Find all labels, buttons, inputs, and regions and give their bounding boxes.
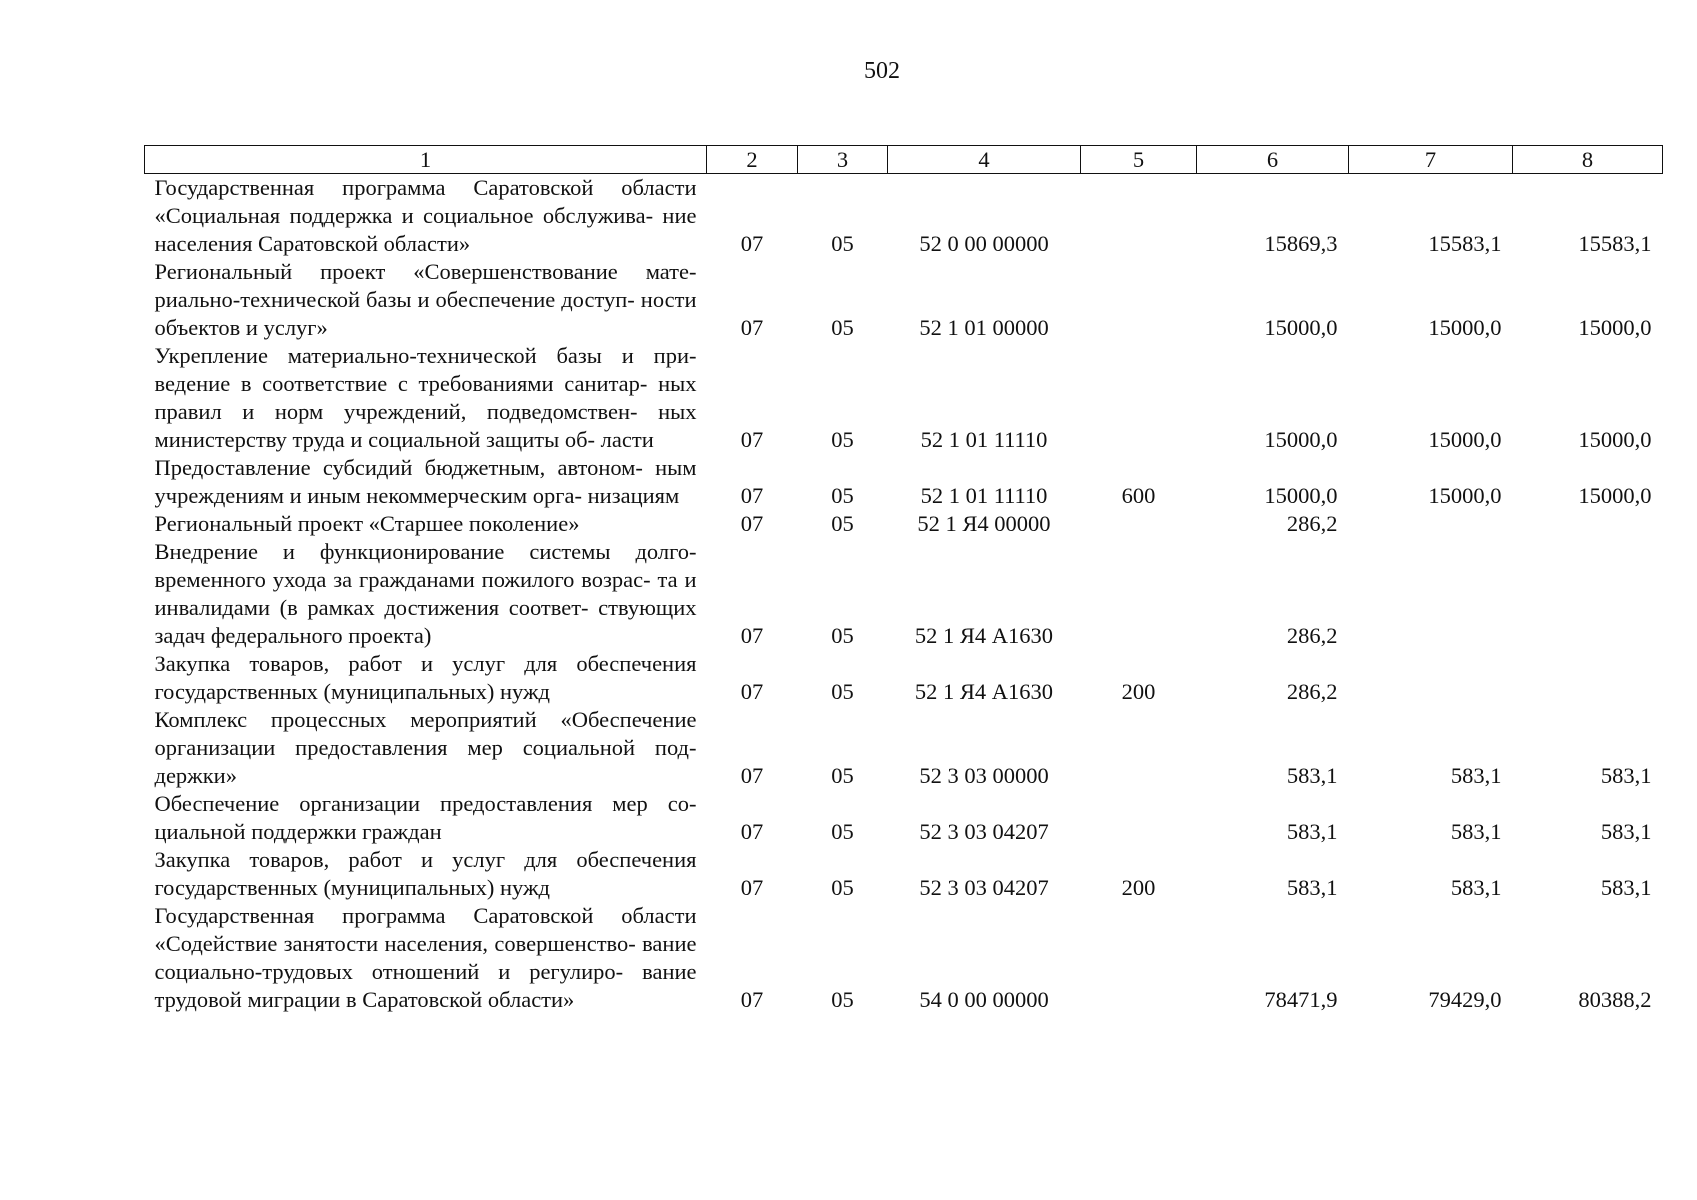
- row-name-line: ведение в соответствие с требованиями санитар-: [154, 371, 648, 396]
- amount-col-6: 583,1: [1286, 819, 1338, 844]
- table-row: [145, 706, 1663, 790]
- amount-col-6: 15869,3: [1264, 231, 1338, 256]
- subsection-code: 05: [831, 231, 854, 256]
- table-row: [145, 174, 1663, 259]
- row-name-line: ние населения Саратовской области»: [154, 203, 697, 256]
- table-row: [145, 342, 1663, 454]
- section-code: 07: [740, 231, 764, 256]
- amount-col-8: 583,1: [1600, 819, 1652, 844]
- amount-col-7: 15000,0: [1428, 427, 1502, 452]
- row-name-line: Укрепление материально-технической базы и при-: [154, 343, 697, 368]
- row-name-line: ных министерству труда и социальной защиты об-: [154, 399, 697, 452]
- amount-col-7: 583,1: [1450, 875, 1502, 900]
- table-row: [145, 538, 1663, 650]
- section-code: 07: [740, 679, 764, 704]
- row-name: [145, 790, 707, 846]
- amount-col-8: 15000,0: [1578, 427, 1652, 452]
- section-code: 07: [740, 511, 764, 536]
- row-name: [145, 454, 707, 510]
- row-name-line: та и инвалидами (в рамках достижения соответ-: [154, 567, 697, 620]
- amount-col-8: [1513, 650, 1663, 706]
- amount-col-6: 286,2: [1286, 623, 1338, 648]
- subsection-code: 05: [831, 819, 854, 844]
- table-row: [145, 846, 1663, 902]
- table-row: [145, 510, 1663, 538]
- subsection-code: 05: [831, 315, 854, 340]
- amount-col-6: 583,1: [1286, 763, 1338, 788]
- row-name: [145, 706, 707, 790]
- amount-col-7: [1349, 510, 1513, 538]
- subsection-code: 05: [831, 511, 854, 536]
- row-name-line: Закупка товаров, работ и услуг для обеспечения: [154, 651, 697, 676]
- expense-type-code: [1081, 706, 1197, 790]
- table-row: [145, 902, 1663, 1014]
- target-article-code: 52 1 01 00000: [919, 315, 1049, 340]
- row-name: [145, 510, 707, 538]
- row-name-line: держки»: [154, 763, 237, 788]
- row-name-line: Обеспечение организации предоставления мер со-: [154, 791, 697, 816]
- row-name-line: «Социальная поддержка и социальное обслужива-: [154, 203, 654, 228]
- section-code: 07: [740, 819, 764, 844]
- subsection-code: 05: [831, 427, 854, 452]
- expense-type-code: 200: [1121, 875, 1156, 900]
- target-article-code: 54 0 00 00000: [919, 987, 1049, 1012]
- table-row: [145, 650, 1663, 706]
- row-name-line: Комплекс процессных мероприятий «Обеспечение: [154, 707, 697, 732]
- row-name-line: вание трудовой миграции в Саратовской области»: [154, 959, 697, 1012]
- row-name: [145, 342, 707, 454]
- subsection-code: 05: [831, 763, 854, 788]
- amount-col-8: 15583,1: [1578, 231, 1652, 256]
- row-name-line: Предоставление субсидий бюджетным, автоном-: [154, 455, 643, 480]
- section-code: 07: [740, 427, 764, 452]
- expense-type-code: 600: [1121, 483, 1156, 508]
- amount-col-7: 15583,1: [1428, 231, 1502, 256]
- amount-col-7: 15000,0: [1428, 315, 1502, 340]
- target-article-code: 52 3 03 04207: [919, 875, 1049, 900]
- amount-col-6: 15000,0: [1264, 483, 1338, 508]
- row-name-line: Региональный проект «Совершенствование мате-: [154, 259, 697, 284]
- row-name-line: Внедрение и функционирование системы долго-: [154, 539, 697, 564]
- amount-col-6: 15000,0: [1264, 315, 1338, 340]
- row-name-line: ных правил и норм учреждений, подведомствен-: [154, 371, 697, 424]
- row-name-line: Государственная программа Саратовской области: [154, 903, 697, 928]
- row-name-line: риально-технической базы и обеспечение доступ-: [154, 287, 635, 312]
- row-name-line: вание социально-трудовых отношений и регулиро-: [154, 931, 697, 984]
- header-col-5: 5: [1081, 146, 1197, 174]
- expense-type-code: [1081, 342, 1197, 454]
- section-code: 07: [740, 763, 764, 788]
- row-name-line: Закупка товаров, работ и услуг для обеспечения: [154, 847, 697, 872]
- section-code: 07: [740, 623, 764, 648]
- row-name: [145, 174, 707, 259]
- header-col-2: 2: [707, 146, 798, 174]
- subsection-code: 05: [831, 987, 854, 1012]
- row-name-line: временного ухода за гражданами пожилого возрас-: [154, 567, 651, 592]
- row-name-line: организации предоставления мер социальной под-: [154, 735, 697, 760]
- row-name-line: ным учреждениям и иным некоммерческим орга-: [154, 455, 697, 508]
- amount-col-8: [1513, 538, 1663, 650]
- header-col-7: 7: [1349, 146, 1513, 174]
- amount-col-7: [1349, 650, 1513, 706]
- target-article-code: 52 1 Я4 А1630: [914, 679, 1054, 704]
- amount-col-8: 15000,0: [1578, 315, 1652, 340]
- table-body: [145, 174, 1663, 1015]
- row-name: [145, 846, 707, 902]
- amount-col-8: [1513, 510, 1663, 538]
- row-name: [145, 902, 707, 1014]
- amount-col-7: [1349, 538, 1513, 650]
- row-name: [145, 650, 707, 706]
- section-code: 07: [740, 875, 764, 900]
- subsection-code: 05: [831, 623, 854, 648]
- subsection-code: 05: [831, 679, 854, 704]
- target-article-code: 52 3 03 04207: [919, 819, 1049, 844]
- target-article-code: 52 1 Я4 00000: [917, 511, 1051, 536]
- amount-col-7: 79429,0: [1428, 987, 1502, 1012]
- amount-col-8: 583,1: [1600, 763, 1652, 788]
- amount-col-7: 583,1: [1450, 819, 1502, 844]
- amount-col-8: 583,1: [1600, 875, 1652, 900]
- expense-type-code: [1081, 902, 1197, 1014]
- amount-col-6: 15000,0: [1264, 427, 1338, 452]
- table-row: [145, 790, 1663, 846]
- amount-col-6: 583,1: [1286, 875, 1338, 900]
- target-article-code: 52 3 03 00000: [919, 763, 1049, 788]
- row-name-line: ствующих задач федерального проекта): [154, 595, 697, 648]
- header-col-1: 1: [145, 146, 707, 174]
- table-row: [145, 258, 1663, 342]
- row-name: [145, 258, 707, 342]
- row-name-line: Государственная программа Саратовской области: [154, 175, 697, 200]
- budget-table: [144, 145, 1663, 1014]
- subsection-code: 05: [831, 483, 854, 508]
- table-row: [145, 454, 1663, 510]
- row-name: [145, 538, 707, 650]
- section-code: 07: [740, 987, 764, 1012]
- row-name-line: государственных (муниципальных) нужд: [154, 679, 550, 704]
- row-name-line: ласти: [600, 427, 654, 452]
- expense-type-code: [1081, 258, 1197, 342]
- page-number: 502: [864, 58, 900, 84]
- section-code: 07: [740, 483, 764, 508]
- target-article-code: 52 0 00 00000: [919, 231, 1049, 256]
- row-name-line: «Содействие занятости населения, совершенство-: [154, 931, 636, 956]
- expense-type-code: 200: [1121, 679, 1156, 704]
- amount-col-7: 583,1: [1450, 763, 1502, 788]
- section-code: 07: [740, 315, 764, 340]
- row-name-line: циальной поддержки граждан: [154, 819, 442, 844]
- expense-type-code: [1081, 790, 1197, 846]
- amount-col-6: 286,2: [1286, 679, 1338, 704]
- target-article-code: 52 1 01 11110: [920, 427, 1048, 452]
- amount-col-7: 15000,0: [1428, 483, 1502, 508]
- subsection-code: 05: [831, 875, 854, 900]
- header-col-6: 6: [1197, 146, 1349, 174]
- header-col-8: 8: [1513, 146, 1663, 174]
- header-col-4: 4: [888, 146, 1081, 174]
- expense-type-code: [1081, 538, 1197, 650]
- table-header: [145, 146, 1663, 174]
- target-article-code: 52 1 Я4 А1630: [914, 623, 1054, 648]
- amount-col-6: 286,2: [1286, 511, 1338, 536]
- row-name-line: низациям: [587, 483, 680, 508]
- row-name-line: Региональный проект «Старшее поколение»: [154, 511, 580, 536]
- amount-col-8: 15000,0: [1578, 483, 1652, 508]
- expense-type-code: [1081, 174, 1197, 259]
- target-article-code: 52 1 01 11110: [920, 483, 1048, 508]
- row-name-line: ности объектов и услуг»: [154, 287, 697, 340]
- header-row: [145, 146, 1663, 174]
- row-name-line: государственных (муниципальных) нужд: [154, 875, 550, 900]
- header-col-3: 3: [798, 146, 888, 174]
- amount-col-6: 78471,9: [1264, 987, 1338, 1012]
- amount-col-8: 80388,2: [1578, 987, 1652, 1012]
- expense-type-code: [1081, 510, 1197, 538]
